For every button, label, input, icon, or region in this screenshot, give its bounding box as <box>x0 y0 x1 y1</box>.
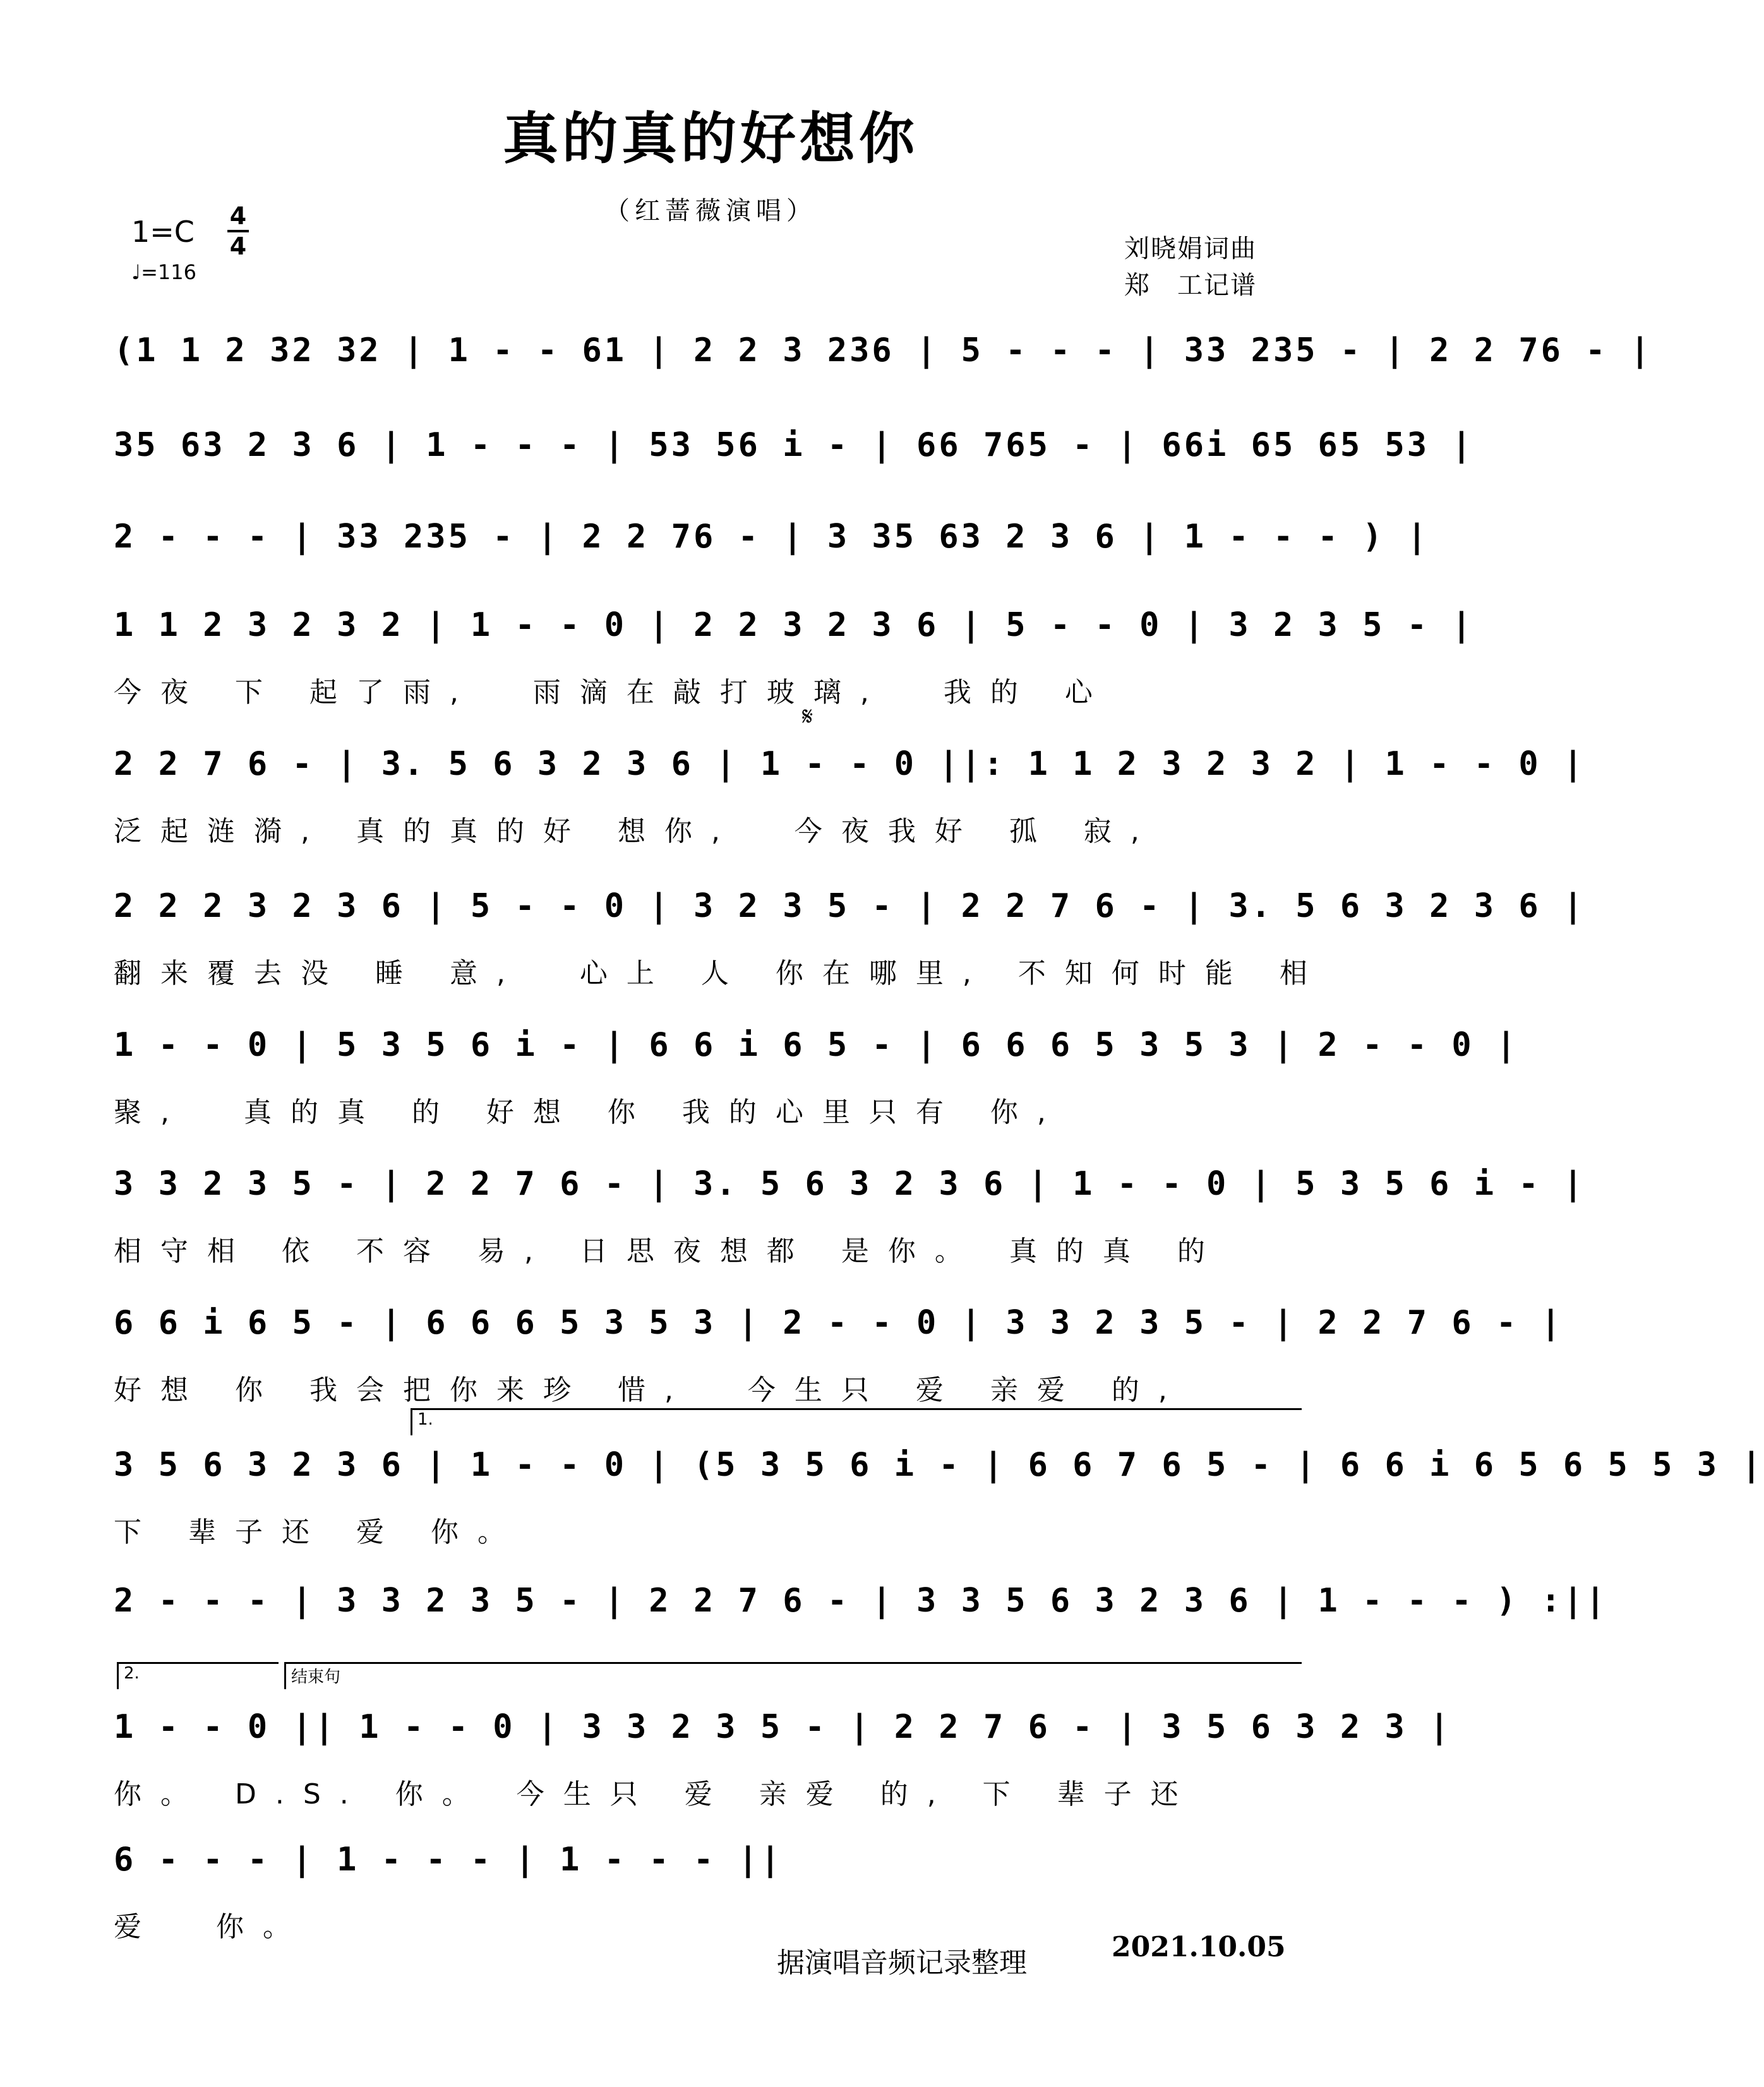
lyricist-composer-credit: 刘晓娟词曲 <box>1124 234 1257 263</box>
notes-row-2: 35 63 2 3 6 | 1 - - - | 53 56 i - | 66 765 - | 66i 65 65 53 | <box>114 426 1474 464</box>
lyrics-row-8: 相守相 依 不容 易, 日思夜想都 是你。 真的真 的 <box>114 1235 1224 1267</box>
notes-row-11: 2 - - - | 3 3 2 3 5 - | 2 2 7 6 - | 3 3 5 6 3 2 3 6 | 1 - - - ) :|| <box>114 1582 1608 1620</box>
time-signature-top: 4 <box>229 202 247 230</box>
lyrics-row-5: 泛起涟漪, 真的真的好 想你, 今夜我好 孤 寂, <box>114 815 1158 847</box>
notes-row-1: (1 1 2 32 32 | 1 - - 61 | 2 2 3 236 | 5 - - - | 33 235 - | 2 2 76 - | <box>114 332 1653 369</box>
time-signature <box>227 203 249 259</box>
date-stamp: 2021.10.05 <box>1112 1931 1286 1963</box>
first-ending-bracket: 1. <box>411 1408 1302 1435</box>
notes-row-3: 2 - - - | 33 235 - | 2 2 76 - | 3 35 63 2 3 6 | 1 - - - ) | <box>114 518 1430 556</box>
lyrics-row-13: 爱 你。 <box>114 1911 309 1943</box>
notes-row-7: 1 - - 0 | 5 3 5 6 i - | 6 6 i 6 5 - | 6 6 6 5 3 5 3 | 2 - - 0 | <box>114 1026 1519 1064</box>
time-signature-bottom: 4 <box>229 232 247 260</box>
coda-ending-bracket: 结束句 <box>284 1662 1302 1689</box>
lyrics-row-6: 翻来覆去没 睡 意, 心上 人 你在哪里, 不知何时能 相 <box>114 957 1326 990</box>
notes-row-4: 1 1 2 3 2 3 2 | 1 - - 0 | 2 2 3 2 3 6 | 5 - - 0 | 3 2 3 5 - | <box>114 606 1474 644</box>
lyrics-row-7: 聚, 真的真 的 好想 你 我的心里只有 你, <box>114 1096 1065 1128</box>
song-title: 真的真的好想你 <box>502 106 918 171</box>
notes-row-12: 1 - - 0 || 1 - - 0 | 3 3 2 3 5 - | 2 2 7 6 - | 3 5 6 3 2 3 | <box>114 1708 1452 1746</box>
lyrics-row-12: 你。 D.S. 你。 今生只 爱 亲爱 的, 下 辈子还 <box>114 1778 1197 1810</box>
key-signature: 1=C <box>131 215 195 249</box>
notes-row-5: 2 2 7 6 - | 3. 5 6 3 2 3 6 | 1 - - 0 ||: 1 1 2 3 2 3 2 | 1 - - 0 | <box>114 745 1586 783</box>
source-note: 据演唱音频记录整理 <box>777 1947 1027 1979</box>
notes-row-13: 6 - - - | 1 - - - | 1 - - - || <box>114 1841 783 1879</box>
notes-row-6: 2 2 2 3 2 3 6 | 5 - - 0 | 3 2 3 5 - | 2 2 7 6 - | 3. 5 6 3 2 3 6 | <box>114 887 1586 925</box>
lyrics-row-4: 今夜 下 起了雨, 雨滴在敲打玻璃, 我的 心 <box>114 676 1112 709</box>
notes-row-10: 3 5 6 3 2 3 6 | 1 - - 0 | (5 3 5 6 i - | 6 6 7 6 5 - | 6 6 i 6 5 6 5 5 3 | <box>114 1446 1764 1484</box>
lyrics-row-10: 下 辈子还 爱 你。 <box>114 1516 524 1548</box>
notes-row-8: 3 3 2 3 5 - | 2 2 7 6 - | 3. 5 6 3 2 3 6 | 1 - - 0 | 5 3 5 6 i - | <box>114 1165 1586 1203</box>
tempo-marking: ♩=116 <box>131 260 196 284</box>
segno-sign: 𝄋 <box>802 702 813 731</box>
transcriber-credit: 郑 工记谱 <box>1124 271 1257 300</box>
notes-row-9: 6 6 i 6 5 - | 6 6 6 5 3 5 3 | 2 - - 0 | 3 3 2 3 5 - | 2 2 7 6 - | <box>114 1304 1563 1342</box>
performer-subtitle: （红蔷薇演唱） <box>604 196 817 225</box>
lyrics-row-9: 好想 你 我会把你来珍 惜, 今生只 爱 亲爱 的, <box>114 1374 1186 1406</box>
second-ending-bracket: 2. <box>117 1662 279 1689</box>
